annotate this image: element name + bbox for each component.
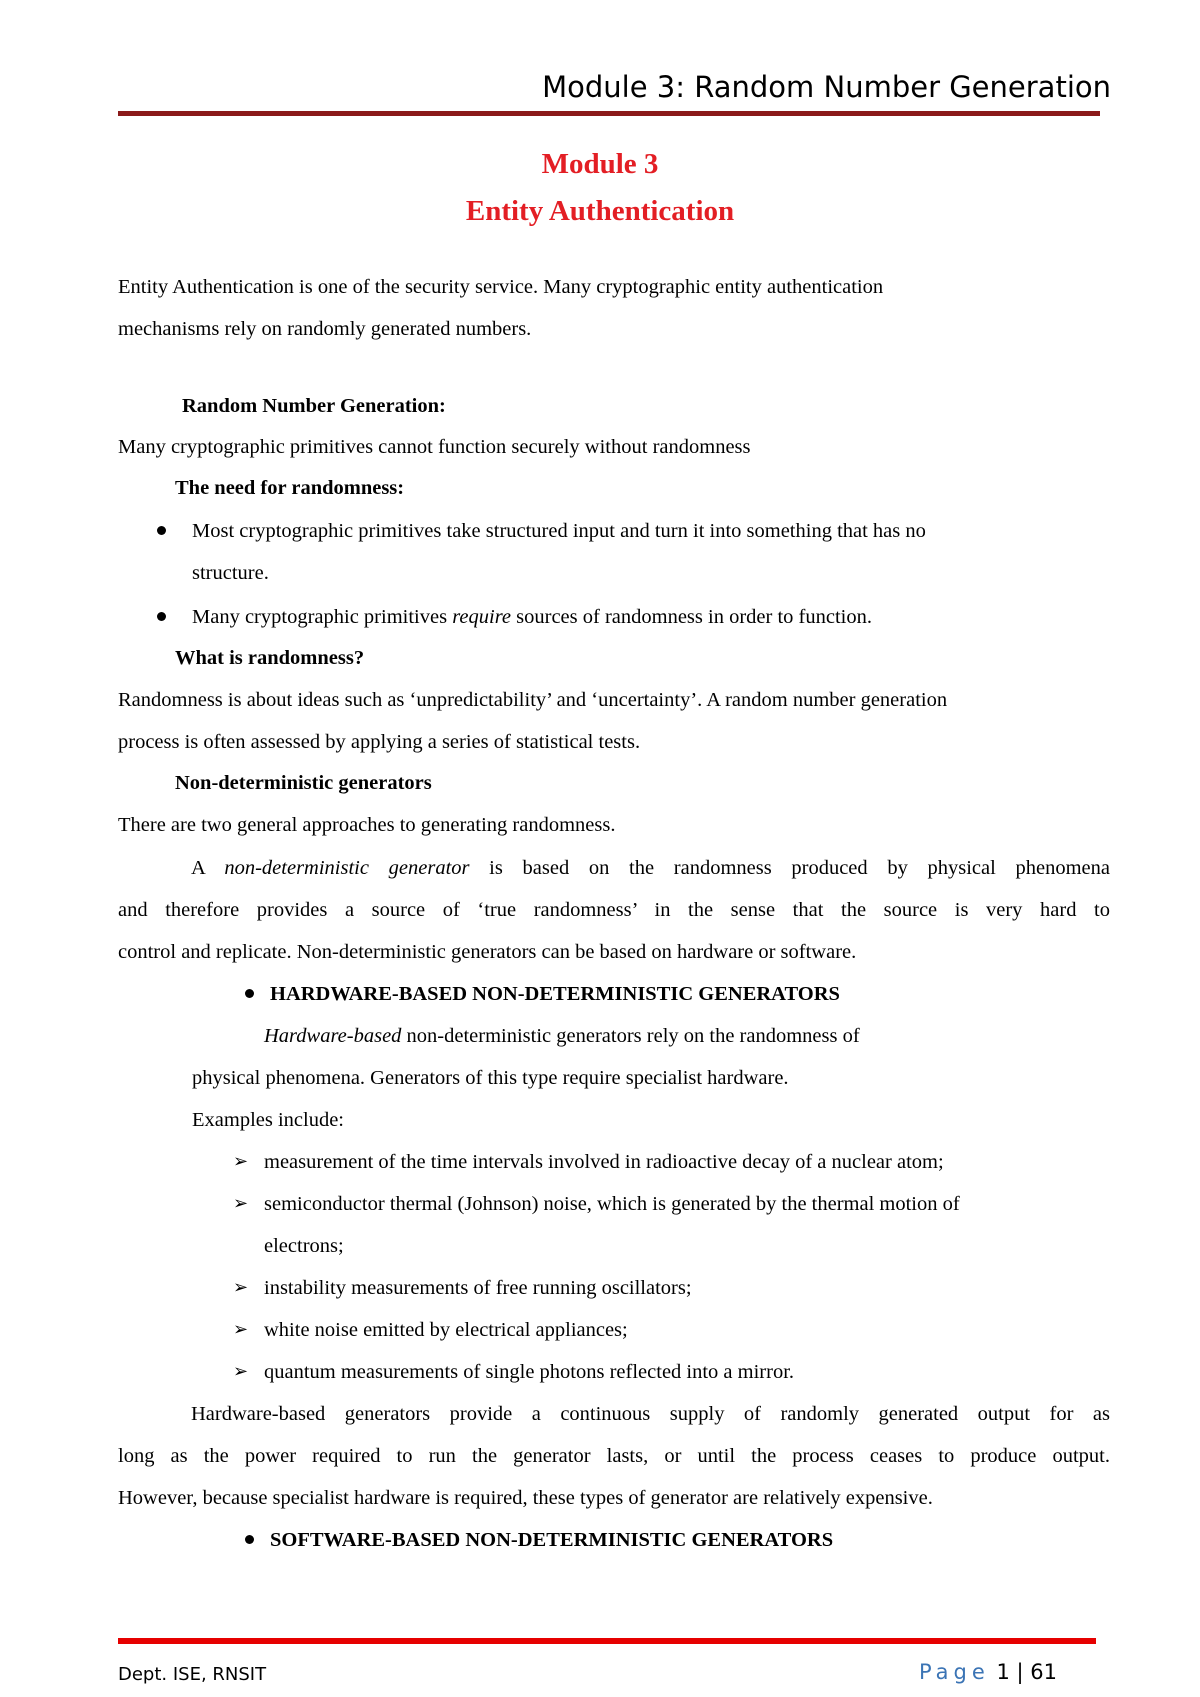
bullet-icon	[245, 1535, 254, 1544]
nondet-para-line-3: control and replicate. Non-deterministic generators can be based on hardware or software.	[118, 941, 857, 963]
need-bullet-1-line-2: structure.	[192, 562, 269, 584]
hardware-line-2: physical phenomena. Generators of this type require specialist hardware.	[192, 1067, 789, 1089]
arrow-bullet-icon: ➢	[233, 1319, 249, 1340]
hardware-heading: HARDWARE-BASED NON-DETERMINISTIC GENERATORS	[270, 983, 840, 1005]
topic-title: Entity Authentication	[465, 195, 735, 227]
arrow-bullet-icon: ➢	[233, 1277, 249, 1298]
nondet-para-line-1: A non-deterministic generator is based on the randomness produced by physical phenomena	[191, 857, 1110, 879]
summary-line-3: However, because specialist hardware is required, these types of generator are relatively expensive.	[118, 1487, 933, 1509]
bullet-icon	[157, 526, 166, 535]
rng-heading: Random Number Generation:	[182, 395, 446, 417]
page-number: Page 1 | 61	[918, 1660, 1057, 1684]
example-item-continued: electrons;	[264, 1235, 344, 1257]
rng-text: Many cryptographic primitives cannot function securely without randomness	[118, 436, 751, 458]
bullet-icon	[157, 612, 166, 621]
what-line-2: process is often assessed by applying a series of statistical tests.	[118, 731, 641, 753]
module-title: Module 3	[541, 148, 659, 180]
footer-department: Dept. ISE, RNSIT	[118, 1664, 267, 1685]
example-item: white noise emitted by electrical appliances;	[264, 1319, 628, 1341]
examples-label: Examples include:	[192, 1109, 344, 1131]
hardware-line-1: Hardware-based non-deterministic generators rely on the randomness of	[264, 1025, 860, 1047]
arrow-bullet-icon: ➢	[233, 1361, 249, 1382]
nondet-para-line-2: and therefore provides a source of ‘true randomness’ in the sense that the source is very hard to	[118, 899, 1110, 921]
example-item: quantum measurements of single photons reflected into a mirror.	[264, 1361, 795, 1383]
example-item: semiconductor thermal (Johnson) noise, which is generated by the thermal motion of	[264, 1193, 960, 1215]
what-line-1: Randomness is about ideas such as ‘unpredictability’ and ‘uncertainty’. A random number generation	[118, 689, 948, 711]
bullet-icon	[245, 989, 254, 998]
summary-line-2: long as the power required to run the generator lasts, or until the process ceases to produce output.	[118, 1445, 1110, 1467]
example-item: measurement of the time intervals involved in radioactive decay of a nuclear atom;	[264, 1151, 944, 1173]
nondet-heading: Non-deterministic generators	[175, 772, 432, 794]
header-rule	[118, 111, 1100, 116]
nondet-line-1: There are two general approaches to generating randomness.	[118, 814, 616, 836]
example-item: instability measurements of free running oscillators;	[264, 1277, 692, 1299]
need-bullet-2: Many cryptographic primitives require sources of randomness in order to function.	[192, 606, 872, 628]
need-heading: The need for randomness:	[175, 477, 405, 499]
summary-line-1: Hardware-based generators provide a continuous supply of randomly generated output for as	[191, 1403, 1110, 1425]
arrow-bullet-icon: ➢	[233, 1151, 249, 1172]
what-heading: What is randomness?	[175, 647, 365, 669]
intro-line-2: mechanisms rely on randomly generated numbers.	[118, 318, 532, 340]
footer-rule	[118, 1638, 1096, 1644]
need-bullet-1-line-1: Most cryptographic primitives take structured input and turn it into something that has no	[192, 520, 926, 542]
intro-line-1: Entity Authentication is one of the security service. Many cryptographic entity authentication	[118, 276, 884, 298]
running-header: Module 3: Random Number Generation	[542, 70, 1111, 104]
arrow-bullet-icon: ➢	[233, 1193, 249, 1214]
software-heading: SOFTWARE-BASED NON-DETERMINISTIC GENERATORS	[270, 1529, 834, 1551]
